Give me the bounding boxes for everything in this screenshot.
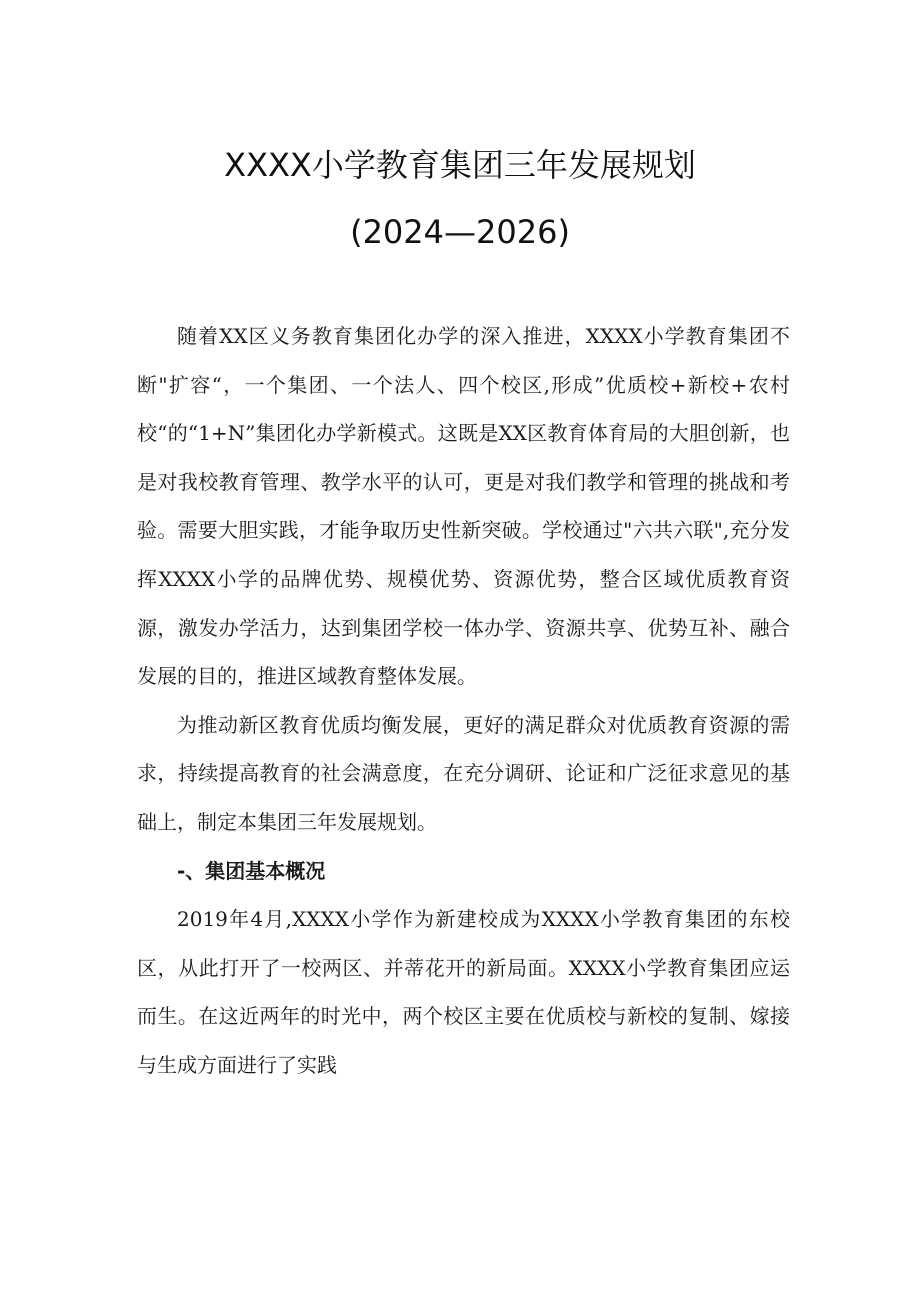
section-paragraph: 2019年4月,XXXX小学作为新建校成为XXXX小学教育集团的东校区，从此打开了一校两区、并蒂花开的新局面。XXXX小学教育集团应运而生。在这近两年的时光中，两个校区主要在优质校与新校的复制、嫁接与生成方面进行了实践 (137, 907, 790, 1077)
document-subtitle: (2024—2026) (350, 213, 570, 251)
section-heading: -、集团基本概况 (177, 858, 326, 883)
document-body (137, 312, 790, 1090)
document-title: XXXX小学教育集团三年发展规划 (224, 146, 696, 184)
intro-paragraph: 随着XX区义务教育集团化办学的深入推进，XXXX小学教育集团不断"扩容“，一个集团、一个法人、四个校区,形成”优质校+新校+农村校“的“1+N”集团化办学新模式。这既是XX区教育体育局的大胆创新，也是对我校教育管理、教学水平的认可，更是对我们教学和管理的挑战和考验。需要大胆实践，才能争取历史性新突破。学校通过"六共六联",充分发挥XXXX小学的品牌优势、规模优势、资源优势，整合区域优质教育资源，激发办学活力，达到集团学校一体办学、资源共享、优势互补、融合发展的目的，推进区域教育整体发展。 (137, 324, 790, 689)
purpose-paragraph: 为推动新区教育优质均衡发展，更好的满足群众对优质教育资源的需求，持续提高教育的社会满意度，在充分调研、论证和广泛征求意见的基础上，制定本集团三年发展规划。 (137, 712, 790, 834)
